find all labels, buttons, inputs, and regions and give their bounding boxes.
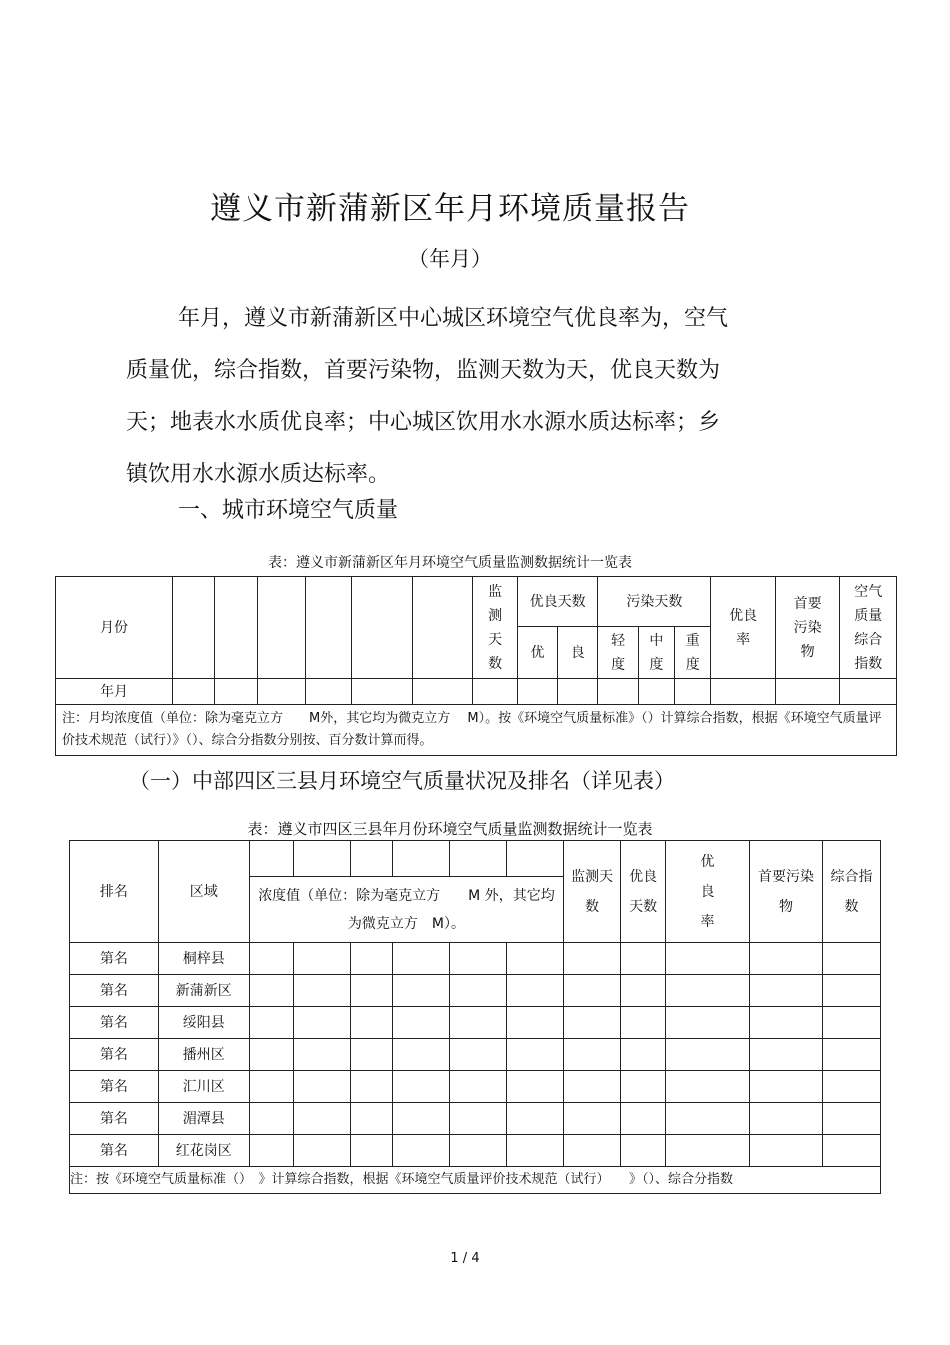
header-pollution-days: 污染天数 xyxy=(598,577,711,627)
header-heavy: 重度 xyxy=(675,627,711,679)
header-concentration: 浓度值（单位：除为毫克立方 M 外，其它均为微克立方 M）。 xyxy=(249,877,563,943)
header-blank xyxy=(412,577,473,679)
intro-line: 质量优，综合指数，首要污染物，监测天数为天，优良天数为 xyxy=(126,358,721,383)
table2-caption: 表：遵义市四区三县年月份环境空气质量监测数据统计一览表 xyxy=(247,820,653,838)
area-cell: 红花岗区 xyxy=(158,1135,249,1167)
rank-cell: 第名 xyxy=(70,1039,159,1071)
header-blank xyxy=(172,577,214,679)
table1-note: 注：月均浓度值（单位：除为毫克立方 M外，其它均为微克立方 M）。按《环境空气质量标准》（）计算综合指数，根据《环境空气质量评价技术规范（试行）》（）、综合分指数分别按、百分数计算而得。 xyxy=(56,705,897,756)
intro-line: 镇饮用水水源水质达标率。 xyxy=(126,462,391,487)
rank-cell: 第名 xyxy=(70,943,159,975)
row-label: 年月 xyxy=(56,679,173,705)
header-good: 良 xyxy=(558,627,598,679)
subsection-heading: （一）中部四区三县月环境空气质量状况及排名（详见表） xyxy=(129,769,675,793)
intro-line: 年月，遵义市新蒲新区中心城区环境空气优良率为，空气 xyxy=(178,306,729,331)
header-month: 月份 xyxy=(56,577,173,679)
header-monitor-days: 监测天数 xyxy=(564,841,621,943)
rank-cell: 第名 xyxy=(70,1135,159,1167)
monthly-air-quality-table xyxy=(55,576,897,756)
area-cell: 播州区 xyxy=(158,1039,249,1071)
header-medium: 中度 xyxy=(638,627,674,679)
header-primary-pollutant: 首要污染物 xyxy=(775,577,840,679)
rank-cell: 第名 xyxy=(70,1071,159,1103)
page-number: 1 / 4 xyxy=(450,1251,480,1266)
header-primary-pollutant: 首要污染物 xyxy=(750,841,823,943)
page-subtitle: （年月） xyxy=(408,247,492,271)
table1-caption: 表：遵义市新蒲新区年月环境空气质量监测数据统计一览表 xyxy=(268,555,632,571)
header-good-days: 优良天数 xyxy=(517,577,598,627)
header-area: 区域 xyxy=(158,841,249,943)
header-composite-index: 空气质量综合指数 xyxy=(840,577,897,679)
area-cell: 湄潭县 xyxy=(158,1103,249,1135)
header-blank xyxy=(352,577,413,679)
header-good-days: 优良天数 xyxy=(621,841,666,943)
section-heading: 一、城市环境空气质量 xyxy=(178,498,399,523)
header-good-rate: 优良率 xyxy=(711,577,776,679)
header-blank xyxy=(306,577,352,679)
header-light: 轻度 xyxy=(598,627,638,679)
rank-cell: 第名 xyxy=(70,1103,159,1135)
header-blank xyxy=(215,577,257,679)
rank-cell: 第名 xyxy=(70,1007,159,1039)
header-excellent: 优 xyxy=(517,627,557,679)
page-title: 遵义市新蒲新区年月环境质量报告 xyxy=(210,191,690,227)
header-composite-index: 综合指数 xyxy=(822,841,880,943)
rank-cell: 第名 xyxy=(70,975,159,1007)
header-monitor-days: 监测天数 xyxy=(473,577,517,679)
header-rank: 排名 xyxy=(70,841,159,943)
area-cell: 汇川区 xyxy=(158,1071,249,1103)
header-good-rate: 优良率 xyxy=(666,841,750,943)
area-cell: 新蒲新区 xyxy=(158,975,249,1007)
district-ranking-table xyxy=(69,840,881,1194)
area-cell: 绥阳县 xyxy=(158,1007,249,1039)
intro-paragraph xyxy=(126,293,766,501)
area-cell: 桐梓县 xyxy=(158,943,249,975)
header-blank xyxy=(257,577,305,679)
table2-note: 注：按《环境空气质量标准（） 》计算综合指数，根据《环境空气质量评价技术规范（试行） 》（）、综合分指数 xyxy=(70,1167,881,1194)
intro-line: 天；地表水水质优良率；中心城区饮用水水源水质达标率；乡 xyxy=(126,410,721,435)
